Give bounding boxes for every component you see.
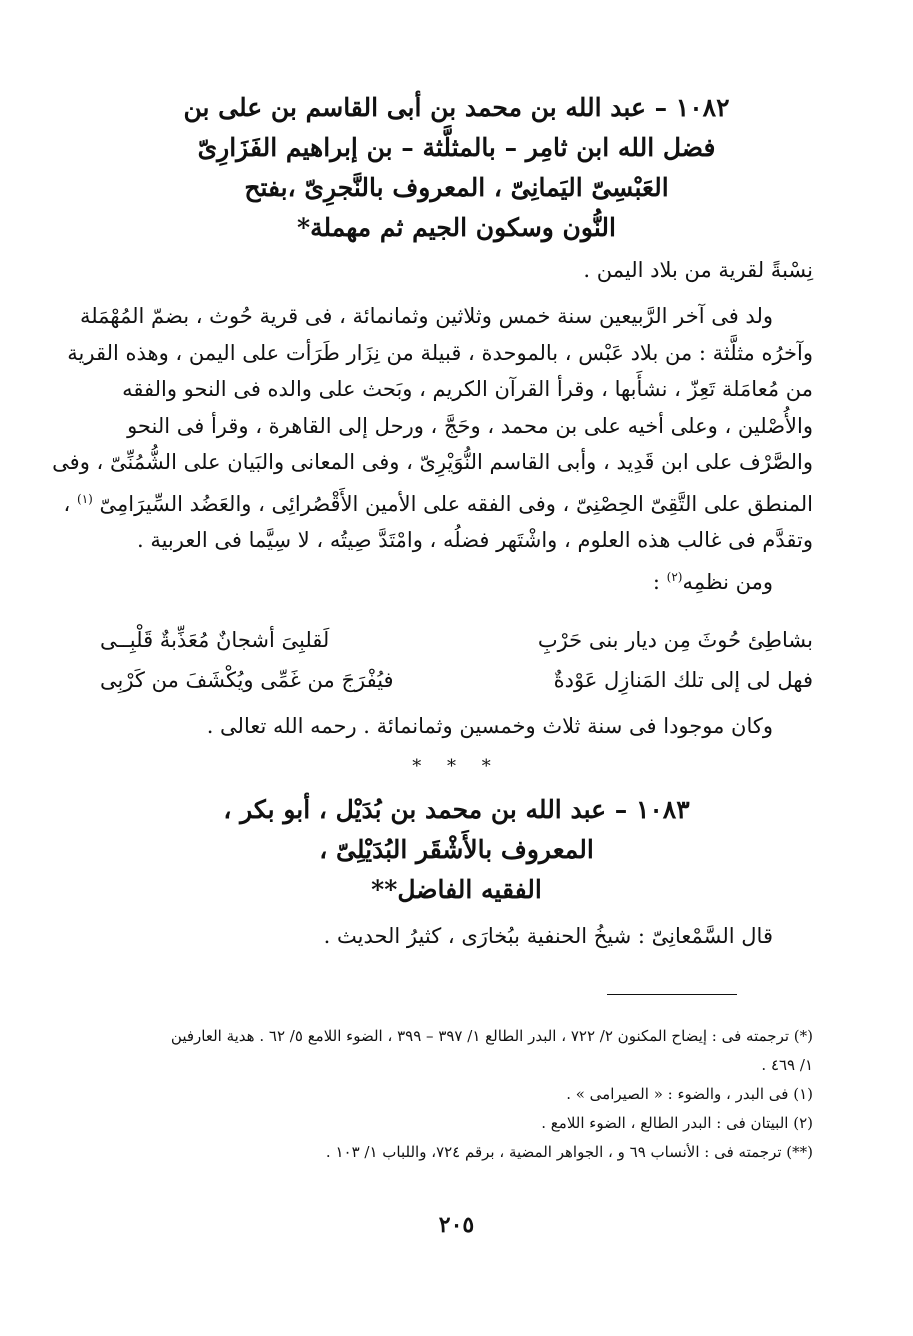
heading-line: ١٠٨٣ – عبد الله بن محمد بن بُدَيْل ، أبو بكر ، xyxy=(223,795,690,824)
heading-line: فضل الله ابن ثامِر – بالمثلَّثة – بن إبراهيم الفَزَارِىّ xyxy=(197,133,716,162)
entry-1082-nisba xyxy=(100,252,813,289)
verse-line xyxy=(100,660,813,700)
footnote: ١/ ٤٦٩ . xyxy=(761,1056,813,1074)
poem-verses xyxy=(100,620,813,700)
bio-line: وآخرُه مثلَّثة : من بلاد عَبْس ، بالموحدة ، قبيلة من نِزَار طَرَأت على اليمن ، وهذه القرية xyxy=(67,340,813,365)
entry-1083-heading xyxy=(0,790,913,910)
footnote-marker: (١) xyxy=(77,491,93,506)
hemistich-second: لَقلبِىَ أشجانٌ مُعَذِّبةٌ قَلْبِــى xyxy=(100,628,330,652)
heading-line: النُّون وسكون الجيم ثم مهملة* xyxy=(297,213,616,242)
entry-1082-biography xyxy=(52,298,813,600)
entry-1083-text xyxy=(100,918,813,955)
bio-line: وتقدَّم فى غالب هذه العلوم ، واشْتَهر فضلُه ، وامْتَدَّ صِيتُه ، لا سِيَّما فى العربية . xyxy=(136,528,813,552)
bio-line: والأُصْلين ، وعلى أخيه على بن محمد ، وحَجَّ ، ورحل إلى القاهرة ، وقرأ فى النحو xyxy=(127,413,813,438)
bio-line: والصَّرْف على ابن قَدِيد ، وأبى القاسم النُّوَيْرِىّ ، وفى المعانى والبَيان على الشُّمُنِّىّ ، وفى xyxy=(52,450,813,474)
bio-line-with-footnote xyxy=(63,481,813,523)
heading-line: المعروف بالأَشْقَر البُدَيْلِىّ ، xyxy=(319,835,594,864)
footnotes xyxy=(100,1022,813,1167)
footnote: (*) ترجمته فى : إيضاح المكنون ٢/ ٧٢٢ ، البدر الطالع ١/ ٣٩٧ – ٣٩٩ ، الضوء اللامع ٥/ ٦٢ . هدية العارفين xyxy=(170,1027,813,1045)
footnote-divider xyxy=(607,994,737,995)
heading-line: العَبْسِىّ اليَمانِىّ ، المعروف بالنَّجرِىّ ،بفتح xyxy=(244,173,669,202)
hemistich-second: فيُفْرَجَ من غَمِّى ويُكْشَفَ من كَرْبِى xyxy=(100,668,394,692)
bio-line: من مُعامَلة تَعِزّ ، نشأَبها ، وقرأ القرآن الكريم ، وبَحث على والده فى النحو والفقه xyxy=(122,377,813,401)
footnote-marker: (٢) xyxy=(666,569,683,584)
entry-1082-closing xyxy=(100,708,813,745)
heading-line: الفقيه الفاضل** xyxy=(371,875,542,904)
entry-text-line: قال السَّمْعانِىّ : شيخُ الحنفية ببُخارَى ، كثيرُ الحديث . xyxy=(323,924,773,948)
punctuation: : xyxy=(652,569,660,594)
nisba-line: نِسْبةً لقرية من بلاد اليمن . xyxy=(583,258,813,282)
bio-line: المنطق على التَّقِىّ الحِصْنِىّ ، وفى الفقه على الأمين الأَقْصُرائِى ، والعَضُد السِّيرَامِىّ xyxy=(99,491,813,516)
heading-line: ١٠٨٢ – عبد الله بن محمد بن أبى القاسم بن على بن xyxy=(183,93,730,122)
bio-line: ولد فى آخر الرَّبيعين سنة خمس وثلاثين وثمانمائة ، فى قرية حُوث ، بضمّ المُهْمَلة xyxy=(79,304,773,328)
punctuation: ، xyxy=(63,491,71,516)
hemistich-first: فهل لى إلى تلك المَنازِل عَوْدةٌ xyxy=(553,668,813,692)
closing-line: وكان موجودا فى سنة ثلاث وخمسين وثمانمائة . رحمه الله تعالى . xyxy=(206,714,773,738)
poem-intro: ومن نظمِه xyxy=(682,569,773,594)
verse-line xyxy=(100,620,813,660)
footnote: (٢) البيتان فى : البدر الطالع ، الضوء اللامع . xyxy=(541,1114,813,1132)
poem-intro-line xyxy=(100,559,813,601)
page-number: ٢٠٥ xyxy=(438,1212,475,1238)
footnote: (**) ترجمته فى : الأنساب ٦٩ و ، الجواهر المضية ، برقم ٧٢٤، واللباب ١/ ١٠٣ . xyxy=(325,1143,813,1161)
footnote: (١) فى البدر ، والضوء : « الصيرامى » . xyxy=(566,1085,813,1103)
entry-1082-heading xyxy=(0,88,913,248)
section-separator: * * * xyxy=(412,756,501,777)
hemistich-first: بشاطِئ حُوثَ مِن ديار بنى حَرْبِ xyxy=(537,628,813,652)
